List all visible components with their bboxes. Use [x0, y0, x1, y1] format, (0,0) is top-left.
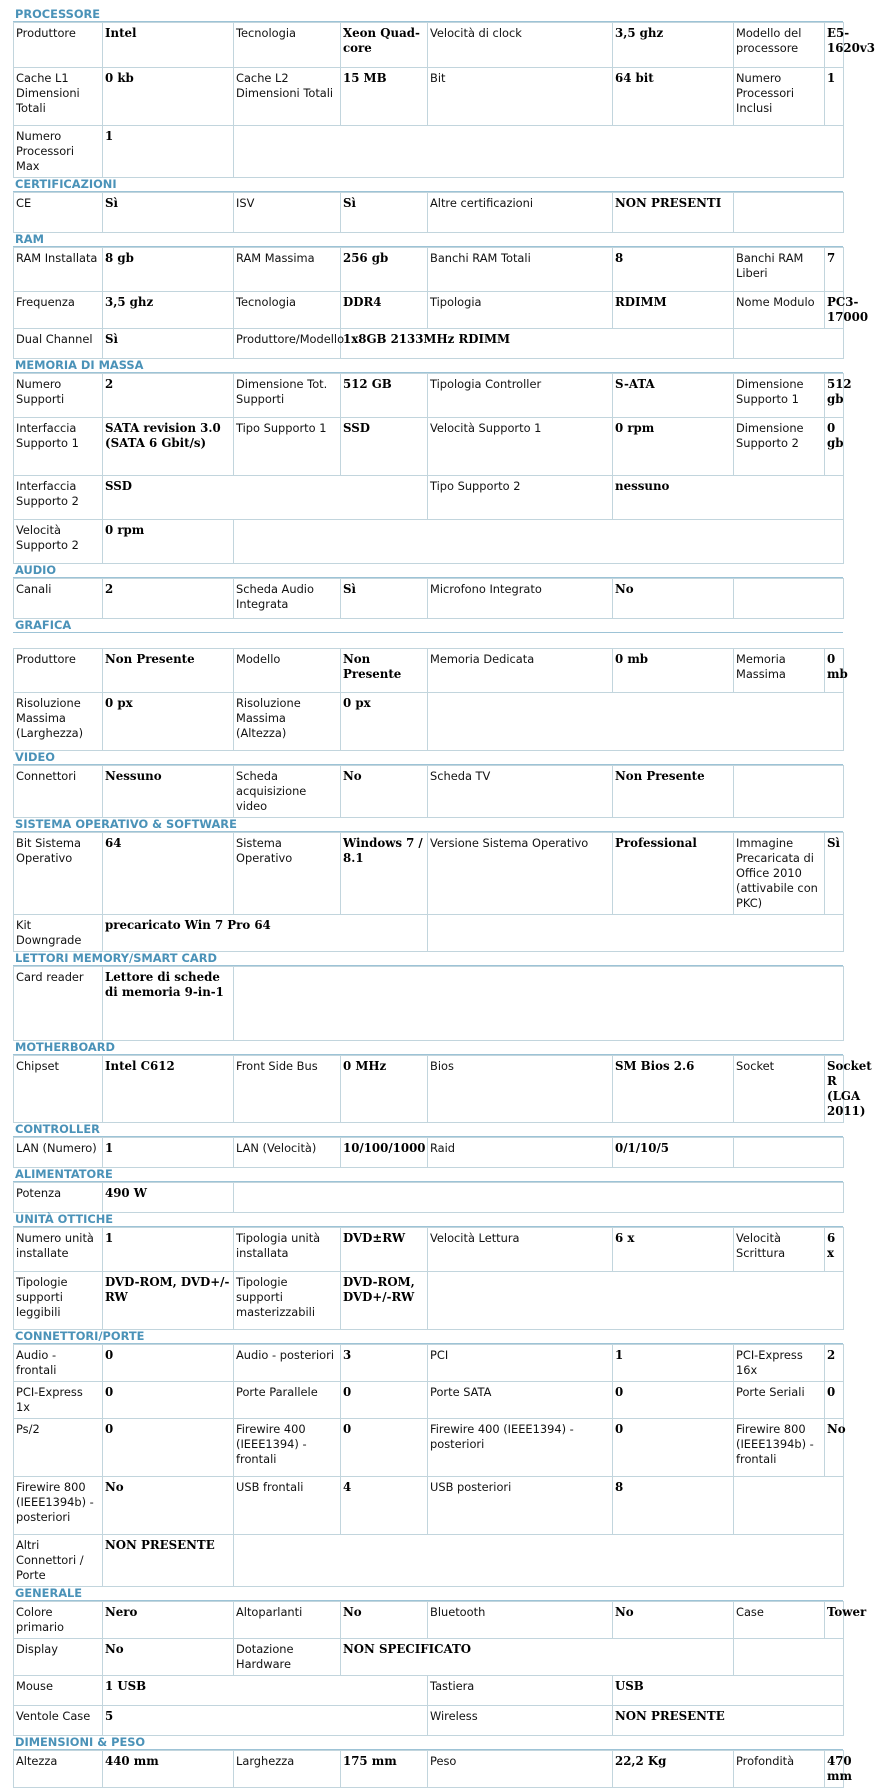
spec-value: 1	[103, 126, 234, 178]
section-unita-ottiche	[13, 1213, 843, 1330]
spec-value: Non Presente	[103, 649, 234, 693]
spec-label: Peso	[428, 1751, 613, 1788]
section-controller	[13, 1123, 843, 1168]
spec-value: 2	[103, 579, 234, 619]
spec-value: 1	[103, 1138, 234, 1168]
spec-label: Profondità	[734, 1751, 825, 1788]
spec-label: Altoparlanti	[234, 1602, 341, 1639]
spec-value: Intel C612	[103, 1056, 234, 1123]
spec-value: No	[613, 1602, 734, 1639]
empty-cell	[734, 1138, 844, 1168]
spec-value: 7	[825, 248, 844, 292]
spec-label: Velocità Lettura	[428, 1228, 613, 1272]
spec-label: Tipologia Controller	[428, 374, 613, 418]
product-spec-sheet	[13, 7, 875, 1788]
spec-label: CE	[14, 193, 103, 233]
spec-label: Risoluzione Massima (Altezza)	[234, 693, 341, 751]
section-lettori-memory-smart-card	[13, 952, 843, 1041]
section-processore	[13, 7, 875, 178]
spec-value: 64 bit	[613, 68, 734, 126]
spec-label: Bit	[428, 68, 613, 126]
spec-label: Wireless	[428, 1706, 613, 1736]
spec-value: 2	[103, 374, 234, 418]
spec-value: 470 mm	[825, 1751, 844, 1788]
section-title: RAM	[13, 233, 843, 247]
table-row	[14, 193, 844, 233]
spec-value: No	[825, 1419, 844, 1477]
spec-value: DVD-ROM, DVD+/-RW	[341, 1272, 428, 1330]
spec-value: 15 MB	[341, 68, 428, 126]
spec-table	[13, 1137, 844, 1168]
section-title: MEMORIA DI MASSA	[13, 359, 843, 373]
spec-value: 0 px	[103, 693, 234, 751]
section-grafica	[13, 618, 848, 751]
empty-cell	[234, 1183, 844, 1213]
spec-table	[13, 966, 844, 1041]
spec-value: 1 USB	[103, 1676, 428, 1706]
spec-label: Numero unità installate	[14, 1228, 103, 1272]
section-title: CONNETTORI/PORTE	[13, 1330, 843, 1344]
table-row	[14, 374, 844, 418]
spec-label: Larghezza	[234, 1751, 341, 1788]
spec-label: Firewire 800 (IEEE1394b) - posteriori	[14, 1477, 103, 1535]
spec-label: Produttore/Modello	[234, 329, 341, 359]
spec-value: Xeon Quad-core	[341, 23, 428, 68]
spec-value: USB	[613, 1676, 844, 1706]
spec-value: No	[103, 1639, 234, 1676]
spec-label: Memoria Massima	[734, 649, 825, 693]
spec-value: 0 rpm	[103, 520, 234, 564]
spec-value: 10/100/1000	[341, 1138, 428, 1168]
spec-value: DDR4	[341, 292, 428, 329]
spec-label: Modello	[234, 649, 341, 693]
spec-label: Scheda TV	[428, 766, 613, 818]
spec-value: SM Bios 2.6	[613, 1056, 734, 1123]
spec-label: Altre certificazioni	[428, 193, 613, 233]
spec-label: Tipo Supporto 1	[234, 418, 341, 476]
spec-label: Velocità Supporto 2	[14, 520, 103, 564]
section-title: GENERALE	[13, 1587, 843, 1601]
spec-table	[13, 1227, 844, 1330]
spec-value: 512 gb	[825, 374, 844, 418]
spec-value: 0 MHz	[341, 1056, 428, 1123]
spec-value: 0 rpm	[613, 418, 734, 476]
spec-value: 256 gb	[341, 248, 428, 292]
spec-label: Tipologie supporti masterizzabili	[234, 1272, 341, 1330]
spec-label: Sistema Operativo	[234, 833, 341, 915]
spec-value: 8 gb	[103, 248, 234, 292]
empty-cell	[734, 329, 844, 359]
table-row	[14, 1345, 844, 1382]
table-row	[14, 1272, 844, 1330]
table-row	[14, 579, 844, 619]
spec-value: 22,2 Kg	[613, 1751, 734, 1788]
spec-label: LAN (Velocità)	[234, 1138, 341, 1168]
table-row	[14, 418, 844, 476]
empty-cell	[234, 967, 844, 1041]
spec-value: RDIMM	[613, 292, 734, 329]
spec-table	[13, 765, 844, 818]
spec-label: Scheda Audio Integrata	[234, 579, 341, 619]
spec-label: Tipologia	[428, 292, 613, 329]
table-row	[14, 1477, 844, 1535]
spec-value: Non Presente	[613, 766, 734, 818]
spec-label: Front Side Bus	[234, 1056, 341, 1123]
spec-value: 3	[341, 1345, 428, 1382]
spec-table	[13, 192, 844, 233]
spec-table	[13, 22, 875, 178]
spec-value: 5	[103, 1706, 428, 1736]
spec-value: 512 GB	[341, 374, 428, 418]
spec-value: 0	[341, 1382, 428, 1419]
spec-label: Audio - posteriori	[234, 1345, 341, 1382]
spec-label: Numero Processori Max	[14, 126, 103, 178]
spec-value: 0	[341, 1419, 428, 1477]
spec-value: S-ATA	[613, 374, 734, 418]
spec-value: 0	[613, 1382, 734, 1419]
table-row	[14, 693, 844, 751]
spec-value: 0	[103, 1419, 234, 1477]
spec-value: Nessuno	[103, 766, 234, 818]
section-title: SISTEMA OPERATIVO & SOFTWARE	[13, 818, 843, 832]
spec-label: USB posteriori	[428, 1477, 613, 1535]
table-row	[14, 1751, 844, 1788]
section-memoria-di-massa	[13, 358, 852, 564]
spec-value: 175 mm	[341, 1751, 428, 1788]
spec-label: Porte SATA	[428, 1382, 613, 1419]
spec-label: PCI	[428, 1345, 613, 1382]
section-title: UNITÀ OTTICHE	[13, 1213, 843, 1227]
spec-value: 6 x	[613, 1228, 734, 1272]
section-sistema-operativo-software	[13, 818, 843, 952]
spec-value: NON PRESENTE	[613, 1706, 844, 1736]
spec-value: 4	[341, 1477, 428, 1535]
empty-cell	[734, 1639, 844, 1676]
section-motherboard	[13, 1040, 872, 1123]
table-row	[14, 23, 844, 68]
spec-label: Produttore	[14, 23, 103, 68]
spec-value: 6 x	[825, 1228, 844, 1272]
spec-label: Scheda acquisizione video	[234, 766, 341, 818]
spec-label: Ventole Case	[14, 1706, 103, 1736]
spec-value: 0	[825, 1382, 844, 1419]
spec-label: PCI-Express 16x	[734, 1345, 825, 1382]
spec-value: No	[341, 1602, 428, 1639]
spec-table	[13, 648, 848, 751]
spec-label: Cache L1 Dimensioni Totali	[14, 68, 103, 126]
spec-label: Card reader	[14, 967, 103, 1041]
spec-table	[13, 373, 852, 564]
spec-table	[13, 1182, 844, 1213]
spec-label: USB frontali	[234, 1477, 341, 1535]
spec-label: Banchi RAM Totali	[428, 248, 613, 292]
spec-value: Windows 7 / 8.1	[341, 833, 428, 915]
spec-table	[13, 832, 844, 952]
spec-value: 0/1/10/5	[613, 1138, 734, 1168]
table-row	[14, 68, 844, 126]
spec-label: Versione Sistema Operativo	[428, 833, 613, 915]
section-title: MOTHERBOARD	[13, 1041, 843, 1055]
empty-cell	[234, 1535, 844, 1587]
section-video	[13, 751, 843, 818]
spec-label: Altezza	[14, 1751, 103, 1788]
spec-label: Memoria Dedicata	[428, 649, 613, 693]
empty-cell	[734, 766, 844, 818]
empty-cell	[428, 693, 844, 751]
spec-value: 3,5 ghz	[103, 292, 234, 329]
table-row	[14, 476, 844, 520]
spec-label: Dimensione Tot. Supporti	[234, 374, 341, 418]
table-row	[14, 1676, 844, 1706]
empty-cell	[234, 520, 844, 564]
table-row	[14, 1382, 844, 1419]
spec-value: No	[613, 579, 734, 619]
spec-label: Connettori	[14, 766, 103, 818]
empty-cell	[428, 1272, 844, 1330]
spec-label: Dual Channel	[14, 329, 103, 359]
table-row	[14, 1228, 844, 1272]
spec-label: Audio - frontali	[14, 1345, 103, 1382]
table-row	[14, 1602, 844, 1639]
section-ram	[13, 232, 869, 359]
spec-label: Case	[734, 1602, 825, 1639]
table-row	[14, 248, 844, 292]
spec-label: Produttore	[14, 649, 103, 693]
section-dimensioni-peso	[13, 1735, 852, 1788]
spec-table	[13, 578, 844, 619]
section-certificazioni	[13, 178, 843, 233]
table-row	[14, 292, 844, 329]
spec-label: Banchi RAM Liberi	[734, 248, 825, 292]
spec-table	[13, 1344, 844, 1587]
spec-value: SATA revision 3.0 (SATA 6 Gbit/s)	[103, 418, 234, 476]
empty-cell	[234, 126, 844, 178]
spec-label: Tipologie supporti leggibili	[14, 1272, 103, 1330]
section-title: LETTORI MEMORY/SMART CARD	[13, 952, 843, 966]
spec-value: 1	[825, 68, 844, 126]
spec-value: 0 kb	[103, 68, 234, 126]
section-spacer	[13, 633, 843, 648]
spec-value: Intel	[103, 23, 234, 68]
section-title: CONTROLLER	[13, 1123, 843, 1137]
section-title: DIMENSIONI & PESO	[13, 1736, 843, 1750]
spec-value: nessuno	[613, 476, 844, 520]
spec-label: Microfono Integrato	[428, 579, 613, 619]
spec-value: Sì	[103, 329, 234, 359]
spec-label: Bit Sistema Operativo	[14, 833, 103, 915]
section-title: GRAFICA	[13, 619, 843, 633]
spec-table	[13, 247, 869, 359]
section-title: CERTIFICAZIONI	[13, 178, 843, 192]
spec-value: Non Presente	[341, 649, 428, 693]
spec-label: Tecnologia	[234, 292, 341, 329]
spec-value: 440 mm	[103, 1751, 234, 1788]
empty-cell	[734, 579, 844, 619]
spec-label: Tastiera	[428, 1676, 613, 1706]
spec-value: 1	[613, 1345, 734, 1382]
spec-value: 2	[825, 1345, 844, 1382]
spec-label: Raid	[428, 1138, 613, 1168]
spec-label: Dotazione Hardware	[234, 1639, 341, 1676]
spec-label: Display	[14, 1639, 103, 1676]
spec-label: ISV	[234, 193, 341, 233]
spec-value: 0 mb	[825, 649, 844, 693]
section-title: AUDIO	[13, 564, 843, 578]
spec-label: Socket	[734, 1056, 825, 1123]
spec-value: Nero	[103, 1602, 234, 1639]
spec-label: Cache L2 Dimensioni Totali	[234, 68, 341, 126]
spec-label: Modello del processore	[734, 23, 825, 68]
spec-label: Dimensione Supporto 2	[734, 418, 825, 476]
spec-value: 64	[103, 833, 234, 915]
spec-table	[13, 1750, 852, 1788]
spec-value: 0 mb	[613, 649, 734, 693]
spec-value: Professional	[613, 833, 734, 915]
table-row	[14, 520, 844, 564]
spec-label: Velocità Supporto 1	[428, 418, 613, 476]
section-connettori-porte	[13, 1329, 846, 1587]
spec-value: 8	[613, 248, 734, 292]
spec-value: DVD±RW	[341, 1228, 428, 1272]
spec-label: RAM Installata	[14, 248, 103, 292]
spec-value: NON PRESENTE	[103, 1535, 234, 1587]
spec-value: SSD	[341, 418, 428, 476]
spec-label: Ps/2	[14, 1419, 103, 1477]
spec-value: Sì	[341, 193, 428, 233]
spec-table	[13, 1601, 867, 1736]
spec-label: Porte Seriali	[734, 1382, 825, 1419]
spec-value: 3,5 ghz	[613, 23, 734, 68]
table-row	[14, 1138, 844, 1168]
table-row	[14, 329, 844, 359]
spec-value: No	[341, 766, 428, 818]
spec-value: 8	[613, 1477, 734, 1535]
spec-label: Nome Modulo	[734, 292, 825, 329]
spec-value: NON SPECIFICATO	[341, 1639, 734, 1676]
spec-value: Tower	[825, 1602, 844, 1639]
section-alimentatore	[13, 1168, 843, 1213]
spec-label: Firewire 400 (IEEE1394) - frontali	[234, 1419, 341, 1477]
spec-value: precaricato Win 7 Pro 64	[103, 915, 428, 952]
spec-label: RAM Massima	[234, 248, 341, 292]
spec-value: 490 W	[103, 1183, 234, 1213]
spec-label: Risoluzione Massima (Larghezza)	[14, 693, 103, 751]
spec-label: Frequenza	[14, 292, 103, 329]
section-generale	[13, 1586, 867, 1736]
table-row	[14, 1706, 844, 1736]
spec-table	[13, 1055, 872, 1123]
spec-value: NON PRESENTI	[613, 193, 734, 233]
spec-label: Bios	[428, 1056, 613, 1123]
empty-cell	[734, 1477, 844, 1535]
spec-label: Immagine Precaricata di Office 2010 (attivabile con PKC)	[734, 833, 825, 915]
spec-label: Numero Processori Inclusi	[734, 68, 825, 126]
spec-value: 0 px	[341, 693, 428, 751]
spec-value: 1	[103, 1228, 234, 1272]
spec-value: Lettore di schede di memoria 9-in-1	[103, 967, 234, 1041]
spec-value: Sì	[103, 193, 234, 233]
section-audio	[13, 564, 843, 619]
table-row	[14, 1639, 844, 1676]
spec-value: SSD	[103, 476, 428, 520]
spec-label: Potenza	[14, 1183, 103, 1213]
table-row	[14, 126, 844, 178]
table-row	[14, 967, 844, 1041]
spec-label: Tipologia unità installata	[234, 1228, 341, 1272]
spec-label: Velocità di clock	[428, 23, 613, 68]
spec-label: Firewire 800 (IEEE1394b) - frontali	[734, 1419, 825, 1477]
spec-value: PC3-17000	[825, 292, 844, 329]
spec-value: 0 gb	[825, 418, 844, 476]
spec-label: Firewire 400 (IEEE1394) - posteriori	[428, 1419, 613, 1477]
spec-value: 1x8GB 2133MHz RDIMM	[341, 329, 734, 359]
spec-label: Mouse	[14, 1676, 103, 1706]
spec-label: Canali	[14, 579, 103, 619]
section-title: ALIMENTATORE	[13, 1168, 843, 1182]
spec-label: Tipo Supporto 2	[428, 476, 613, 520]
spec-label: Numero Supporti	[14, 374, 103, 418]
table-row	[14, 1183, 844, 1213]
spec-value: Sì	[825, 833, 844, 915]
spec-label: Altri Connettori / Porte	[14, 1535, 103, 1587]
spec-label: Interfaccia Supporto 1	[14, 418, 103, 476]
spec-value: 0	[103, 1382, 234, 1419]
spec-label: LAN (Numero)	[14, 1138, 103, 1168]
spec-value: DVD-ROM, DVD+/-RW	[103, 1272, 234, 1330]
table-row	[14, 915, 844, 952]
section-title: PROCESSORE	[13, 8, 843, 22]
spec-value: 0	[103, 1345, 234, 1382]
table-row	[14, 1056, 844, 1123]
table-row	[14, 649, 844, 693]
spec-value: No	[103, 1477, 234, 1535]
table-row	[14, 833, 844, 915]
spec-label: Velocità Scrittura	[734, 1228, 825, 1272]
empty-cell	[734, 193, 844, 233]
spec-label: Porte Parallele	[234, 1382, 341, 1419]
spec-label: Tecnologia	[234, 23, 341, 68]
empty-cell	[428, 915, 844, 952]
spec-label: Colore primario	[14, 1602, 103, 1639]
spec-label: Interfaccia Supporto 2	[14, 476, 103, 520]
spec-label: Bluetooth	[428, 1602, 613, 1639]
table-row	[14, 766, 844, 818]
spec-label: Dimensione Supporto 1	[734, 374, 825, 418]
spec-label: Kit Downgrade	[14, 915, 103, 952]
spec-value: E5-1620v3	[825, 23, 844, 68]
spec-value: Socket R (LGA 2011)	[825, 1056, 844, 1123]
section-title: VIDEO	[13, 751, 843, 765]
spec-label: Chipset	[14, 1056, 103, 1123]
table-row	[14, 1419, 844, 1477]
spec-value: 0	[613, 1419, 734, 1477]
spec-label: PCI-Express 1x	[14, 1382, 103, 1419]
table-row	[14, 1535, 844, 1587]
spec-value: Sì	[341, 579, 428, 619]
